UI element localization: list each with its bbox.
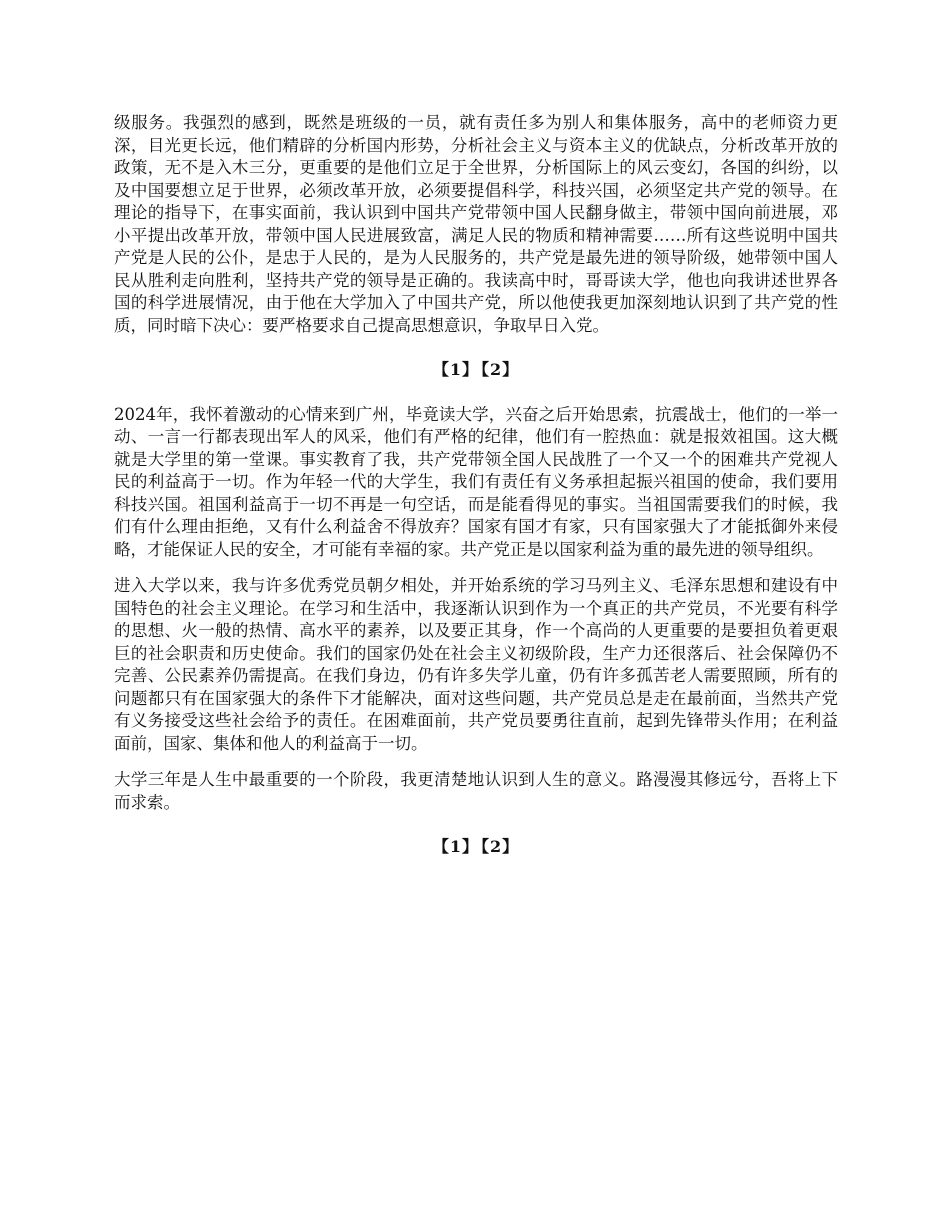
paragraph-1: 级服务。我强烈的感到，既然是班级的一员，就有责任多为别人和集体服务，高中的老师资力更深，目光更长远，他们精辟的分析国内形势，分析社会主义与资本主义的优缺点，分析改革开放的政策，无不是入木三分，更重要的是他们立足于全世界，分析国际上的风云变幻，各国的纠纷，以及中国要想立足于世界，必须改革开放，必须要提倡科学，科技兴国，必须坚定共产党的领导。在理论的指导下，在事实面前，我认识到中国共产党带领中国人民翻身做主，带领中国向前进展，邓小平提出改革开放，带领中国人民进展致富，满足人民的物质和精神需要……所有这些说明中国共产党是人民的公仆，是忠于人民的，是为人民服务的，共产党是最先进的领导阶级，她带领中国人民从胜利走向胜利，坚持共产党的领导是正确的。我读高中时，哥哥读大学，他也向我讲述世界各国的科学进展情况，由于他在大学加入了中国共产党，所以他使我更加深刻地认识到了共产党的性质，同时暗下决心：要严格要求自己提高思想意识，争取早日入党。 bbox=[114, 113, 838, 335]
paragraph-4: 大学三年是人生中最重要的一个阶段，我更清楚地认识到人生的意义。路漫漫其修远兮，吾将上下而求索。 bbox=[114, 770, 838, 812]
pagination-top bbox=[114, 359, 838, 382]
paragraph-3: 进入大学以来，我与许多优秀党员朝夕相处，并开始系统的学习马列主义、毛泽东思想和建设有中国特色的社会主义理论。在学习和生活中，我逐渐认识到作为一个真正的共产党员，不光要有科学的思想、火一般的热情、高水平的素养，以及要正其身，作一个高尚的人更重要的是要担负着更艰巨的社会职责和历史使命。我们的国家仍处在社会主义初级阶段，生产力还很落后、社会保障仍不完善、公民素养仍需提高。在我们身边，仍有许多失学儿童，仍有许多孤苦老人需要照顾，所有的问题都只有在国家强大的条件下才能解决，面对这些问题，共产党员总是走在最前面，当然共产党有义务接受这些社会给予的责任。在困难面前，共产党员要勇往直前，起到先锋带头作用；在利益面前，国家、集体和他人的利益高于一切。 bbox=[114, 576, 838, 753]
pagination-bottom bbox=[114, 836, 838, 859]
page-link-1[interactable]: 【1】 bbox=[432, 360, 479, 379]
page-link-2[interactable]: 【2】 bbox=[481, 360, 520, 379]
document-page bbox=[114, 112, 838, 881]
page-link-1[interactable]: 【1】 bbox=[432, 837, 479, 856]
page-link-2[interactable]: 【2】 bbox=[481, 837, 520, 856]
paragraph-2: 2024年，我怀着激动的心情来到广州，毕竟读大学，兴奋之后开始思索，抗震战士，他们的一举一动、一言一行都表现出军人的风采，他们有严格的纪律，他们有一腔热血：就是报效祖国。这大概就是大学里的第一堂课。事实教育了我，共产党带领全国人民战胜了一个又一个的困难共产党视人民的利益高于一切。作为年轻一代的大学生，我们有责任有义务承担起振兴祖国的使命，我们要用科技兴国。祖国利益高于一切不再是一句空话，而是能看得见的事实。当祖国需要我们的时候，我们有什么理由拒绝，又有什么利益舍不得放弃？国家有国才有家，只有国家强大了才能抵御外来侵略，才能保证人民的安全，才可能有幸福的家。共产党正是以国家利益为重的最先进的领导组织。 bbox=[114, 404, 838, 559]
